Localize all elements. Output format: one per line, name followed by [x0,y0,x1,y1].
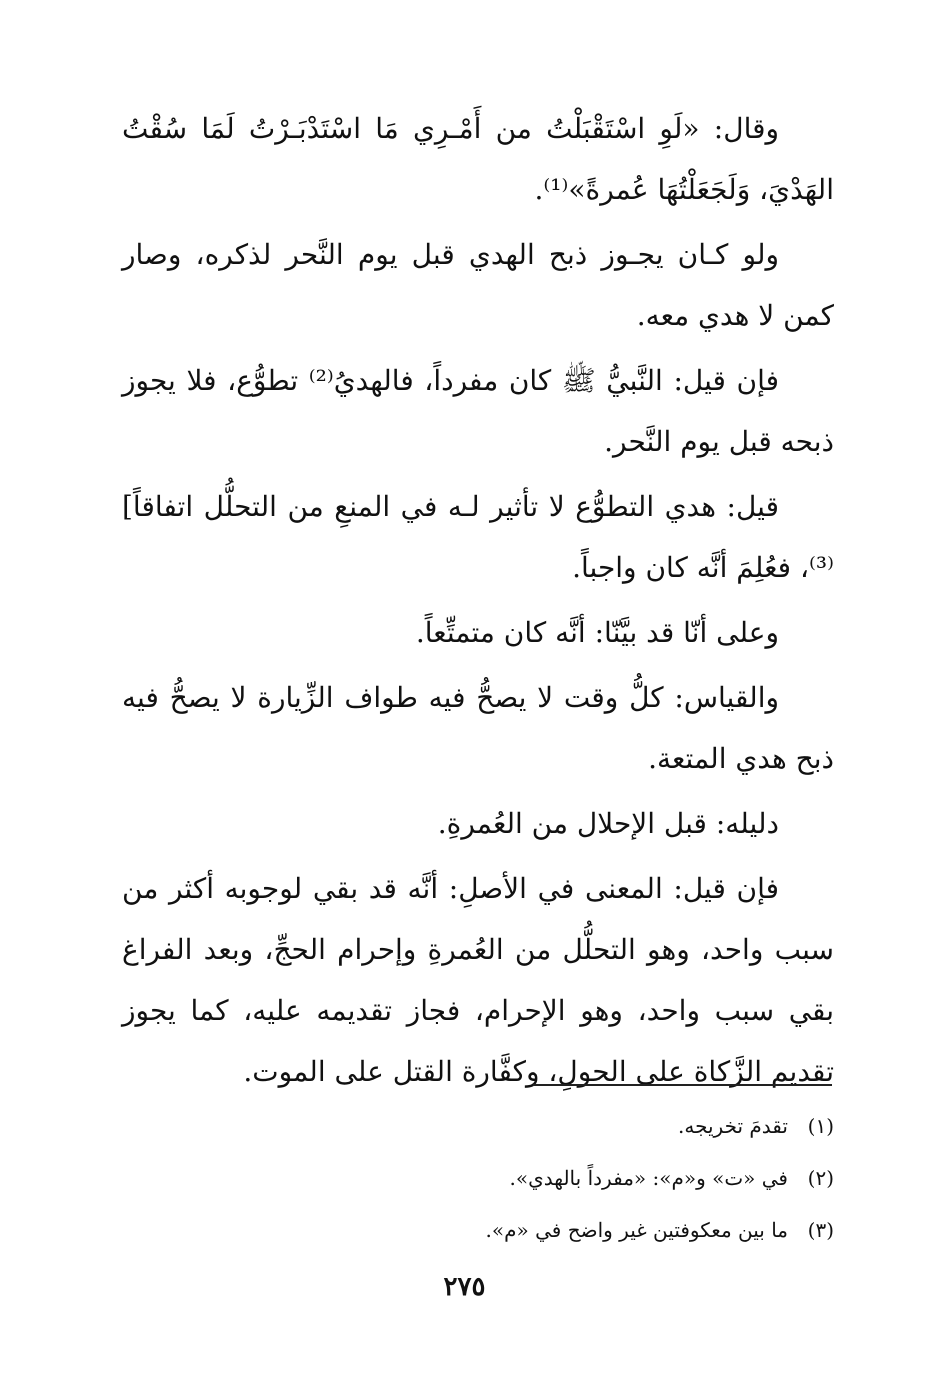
footnote-3 [300,1204,834,1256]
footnote-divider [533,1084,832,1086]
footnote-number: (١) [807,1114,834,1138]
footnote-1 [300,1100,834,1152]
main-text [122,98,834,1106]
paragraph-mutamatti: وعلى أنّا قد بيَّنّا: أنَّه كان متمتِّعاً. [415,616,779,649]
footnote-number: (٣) [807,1218,834,1242]
page-number: ٢٧٥ [443,1272,486,1302]
paragraph-qiyas: والقياس: كلُّ وقت لا يصحُّ فيه طواف الزِّيارة لا يصحُّ فيه ذبح هدي المتعة. [122,681,834,775]
paragraph-dalil: دليله: قبل الإحلال من العُمرةِ. [437,807,779,840]
footnote-text: تقدمَ تخريجه. [678,1114,788,1138]
footnote-text: في «ت» و«م»: «مفرداً بالهدي». [509,1166,788,1190]
paragraph-reply-tatawwu: قيل: هدي التطوُّع لا تأثير لـه في المنعِ من التحلُّل اتفاقاً]⁽³⁾، فعُلِمَ أنَّه كان واجباً. [122,490,834,584]
paragraph-hadith-quote: وقال: «لَوِ اسْتَقْبَلْتُ من أَمْـرِي مَا اسْتَدْبَـرْتُ لَمَا سُقْتُ الهَدْيَ، وَلَجَعَلْتُهَا عُمرةً»⁽¹⁾. [122,112,834,206]
paragraph-objection-asl: فإن قيل: المعنى في الأصلِ: أنَّه قد بقي لوجوبه أكثر من سبب واحد، وهو التحلُّل من العُمرةِ وإحرام الحجِّ، وبعد الفراغ بقي سبب واحد، وهو الإحرام، فجاز تقديمه عليه، كما يجوز تقديم الزَّكاة على الحولِ، وكفَّارة القتل على الموت. [122,872,834,1088]
footnotes [300,1100,834,1256]
paragraph-objection-mufrid: فإن قيل: النَّبيُّ ﷺ كان مفرداً، فالهديُ⁽²⁾ تطوُّع، فلا يجوز ذبحه قبل يوم النَّحر. [122,364,834,458]
paragraph-slaughter-before-nahr: ولو كـان يجـوز ذبح الهدي قبل يوم النَّحر لذكره، وصار كمن لا هدي معه. [122,238,834,332]
footnote-text: ما بين معكوفتين غير واضح في «م». [485,1218,788,1242]
footnote-number: (٢) [807,1166,834,1190]
footnote-2 [300,1152,834,1204]
